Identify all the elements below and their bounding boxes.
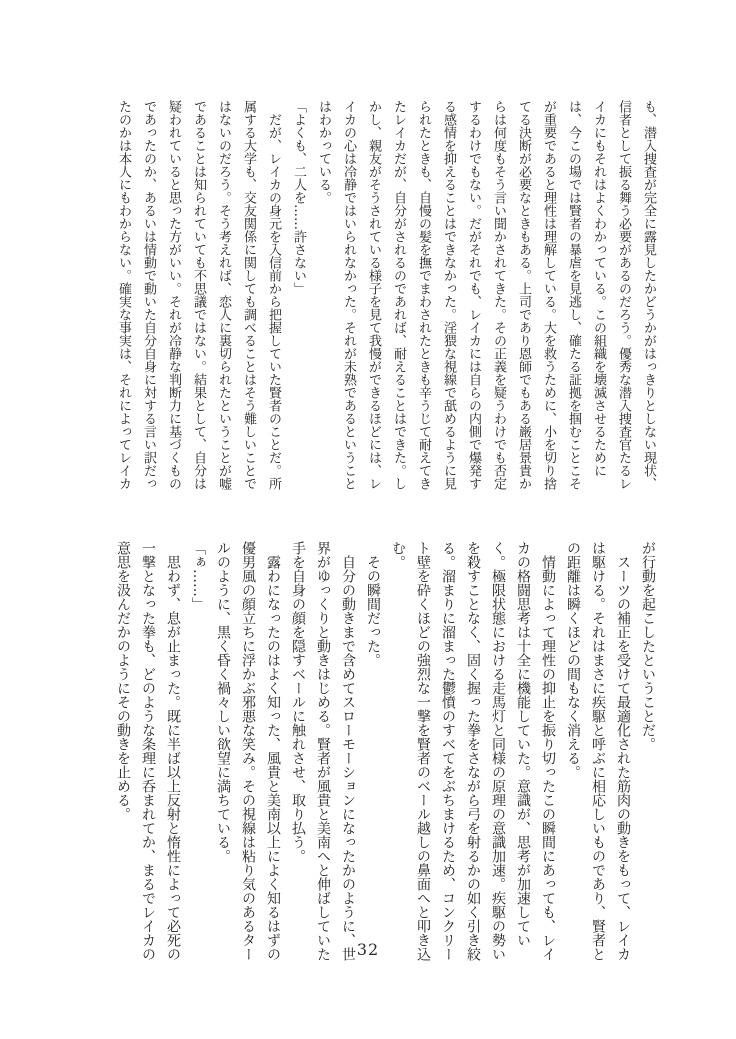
dialogue-line: 「ぁ……」 (190, 541, 206, 611)
dialogue-line: 「よくも、二人を……許さない」 (291, 100, 306, 295)
paragraph: も、潜入捜査が完全に露見したかどうかがはっきりとしない現状、信者として振る舞う必要があるのだろう。優秀な潜入捜査官たるレイカにもそれはよくわかっている。この組織を壊滅させるためには、今この場では賢者の暴虐を見逃し、確たる証拠を掴むことこそが重要であると理性は理解している。大を救うために、小を切り捨てる決断が必要なときもある。上司であり恩師でもある巌居景貴からは何度もそう言い聞かされてきた。その正義を疑うわけでも否定するわけでもない。だがそれでも、レイカには自らの内側で爆発する感情を抑えることはできなかった。淫猥な視線で舐めるように見られたときも、自慢の髪を撫でまわされたときも辛うじて耐えてきたレイカだが、自分がされるのであれば、耐えることはできた。しかし、親友がそうされている様子を見て我慢ができるほどには、レイカの心は冷静ではいられなかった。それが未熟であるということはわかっている。 (316, 100, 656, 490)
text-block-bottom (110, 541, 660, 963)
page-number: 32 (356, 940, 380, 959)
paragraph: 自分の動きまで含めてスローモーションになったかのように、世界がゆっくりと動きはじめる。賢者が風貴と美南へと伸ばしていた手を自身の顔を隠すベールに触れさせ、取り払う。 (290, 541, 356, 961)
text-block-top (111, 100, 661, 491)
paragraph: 思わず、息が止まった。既に半ば以上反射と惰性によって必死の一撃となった拳も、どのような条理に呑まれてか、まるでレイカの意思を汲んだかのようにその動きを止める。 (115, 541, 181, 961)
paragraph: が行動を起こしたということだ。 (640, 541, 656, 751)
paragraph: 露わになったのはよく知った、風貴と美南以上によく知るはずの優男風の顔立ちに浮かぶ邪悪な笑み。その視線は粘り気のあるタールのように、黒く昏く禍々しい欲望に満ちている。 (215, 541, 281, 961)
paragraph: 情動によって理性の抑止を振り切ったこの瞬間にあっても、レイカの格闘思考は十全に機能していた。意識が、思考が加速していく。極限状態における走馬灯と同様の原理の意識加速。疾駆の勢いを殺すことなく、固く握った拳をさながら弓を射るかの如く引き絞る。溜まりに溜まった鬱憤のすべてをぶちまけるため、コンクリート壁を砕くほどの強烈な一撃を賢者のベール越しの鼻面へと叩き込む。 (390, 541, 556, 961)
paragraph: だが、レイカの身元を入信前から把握していた賢者のことだ。所属する大学も、交友関係に関しても調べることはそう難しいことではないのだろう。そう考えれば、恋人に裏切られたということが嘘であることは知られていても不思議ではない。結果として、自分は疑われていると思った方がいい。それが冷静な判断力に基づくものであったのか、あるいは情動で動いた自分自身に対する言い訳だったのかは本人にもわからない。確実な事実は、それによってレイカ (116, 100, 281, 490)
paragraph: スーツの補正を受けて最適化された筋肉の動きをもって、レイカは駆ける。それはまさに疾駆と呼ぶに相応しいものであり、賢者との距離は瞬くほどの間もなく消える。 (565, 541, 631, 961)
paragraph: その瞬間だった。 (365, 541, 381, 667)
